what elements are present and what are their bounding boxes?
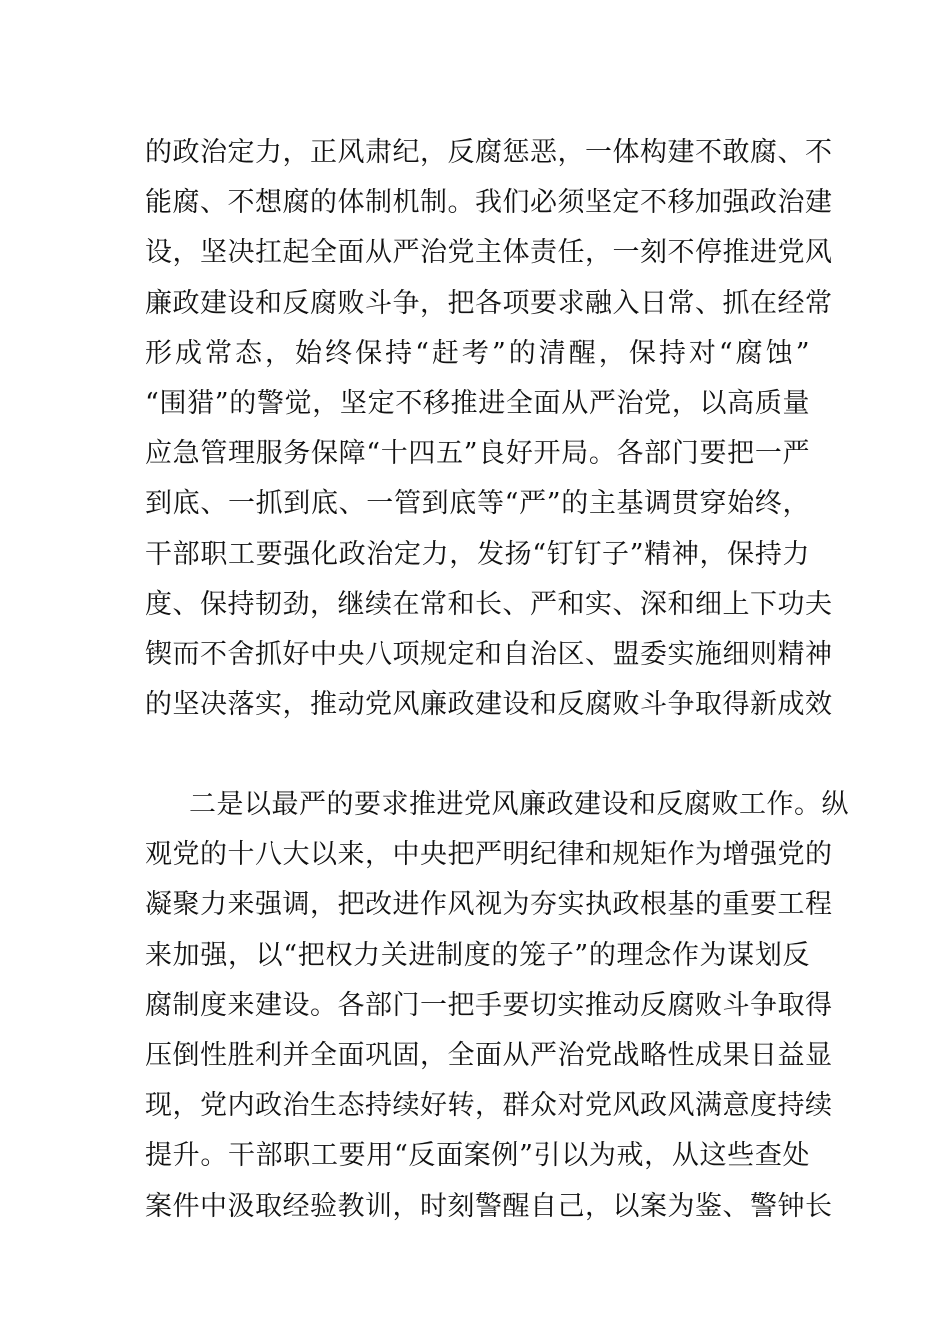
- paragraph-line: 提升。干部职工要用“反面案例”引以为戒，从这些查处: [145, 1140, 810, 1172]
- paragraph-line: 锲而不舍抓好中央八项规定和自治区、盟委实施细则精神: [145, 638, 833, 670]
- paragraph-line: “围猎”的警觉，坚定不移推进全面从严治党，以高质量: [145, 387, 810, 419]
- paragraph-line: 干部职工要强化政治定力，发扬“钉钉子”精神，保持力: [145, 538, 810, 570]
- paragraph-line: 二是以最严的要求推进党风廉政建设和反腐败工作。纵: [189, 789, 849, 820]
- paragraph-line: 腐制度来建设。各部门一把手要切实推动反腐败斗争取得: [145, 989, 833, 1021]
- paragraph-line: 凝聚力来强调，把改进作风视为夯实执政根基的重要工程: [145, 889, 833, 921]
- paragraph-line: 案件中汲取经验教训，时刻警醒自己，以案为鉴、警钟长: [145, 1190, 833, 1222]
- paragraph-line: 廉政建设和反腐败斗争，把各项要求融入日常、抓在经常: [145, 287, 833, 319]
- paragraph-line: 来加强，以“把权力关进制度的笼子”的理念作为谋划反: [145, 939, 810, 971]
- paragraph-line: 的政治定力，正风肃纪，反腐惩恶，一体构建不敢腐、不: [145, 137, 833, 168]
- paragraph-line: 设，坚决扛起全面从严治党主体责任，一刻不停推进党风: [145, 237, 833, 269]
- paragraph-2: [145, 780, 849, 1232]
- paragraph-line: 压倒性胜利并全面巩固，全面从严治党战略性成果日益显: [145, 1039, 833, 1071]
- paragraph-line: 到底、一抓到底、一管到底等“严”的主基调贯穿始终，: [145, 488, 810, 520]
- paragraph-line: 观党的十八大以来，中央把严明纪律和规矩作为增强党的: [145, 839, 833, 871]
- paragraph-line: 形成常态，始终保持“赶考”的清醒，保持对“腐蚀”: [145, 337, 810, 369]
- paragraph-1: [145, 128, 833, 730]
- paragraph-line: 的坚决落实，推动党风廉政建设和反腐败斗争取得新成效: [145, 689, 833, 721]
- paragraph-line: 应急管理服务保障“十四五”良好开局。各部门要把一严: [145, 438, 810, 470]
- paragraph-line: 能腐、不想腐的体制机制。我们必须坚定不移加强政治建: [145, 187, 833, 219]
- paragraph-line: 度、保持韧劲，继续在常和长、严和实、深和细上下功夫: [145, 588, 833, 620]
- paragraph-line: 现，党内政治生态持续好转，群众对党风政风满意度持续: [145, 1090, 833, 1122]
